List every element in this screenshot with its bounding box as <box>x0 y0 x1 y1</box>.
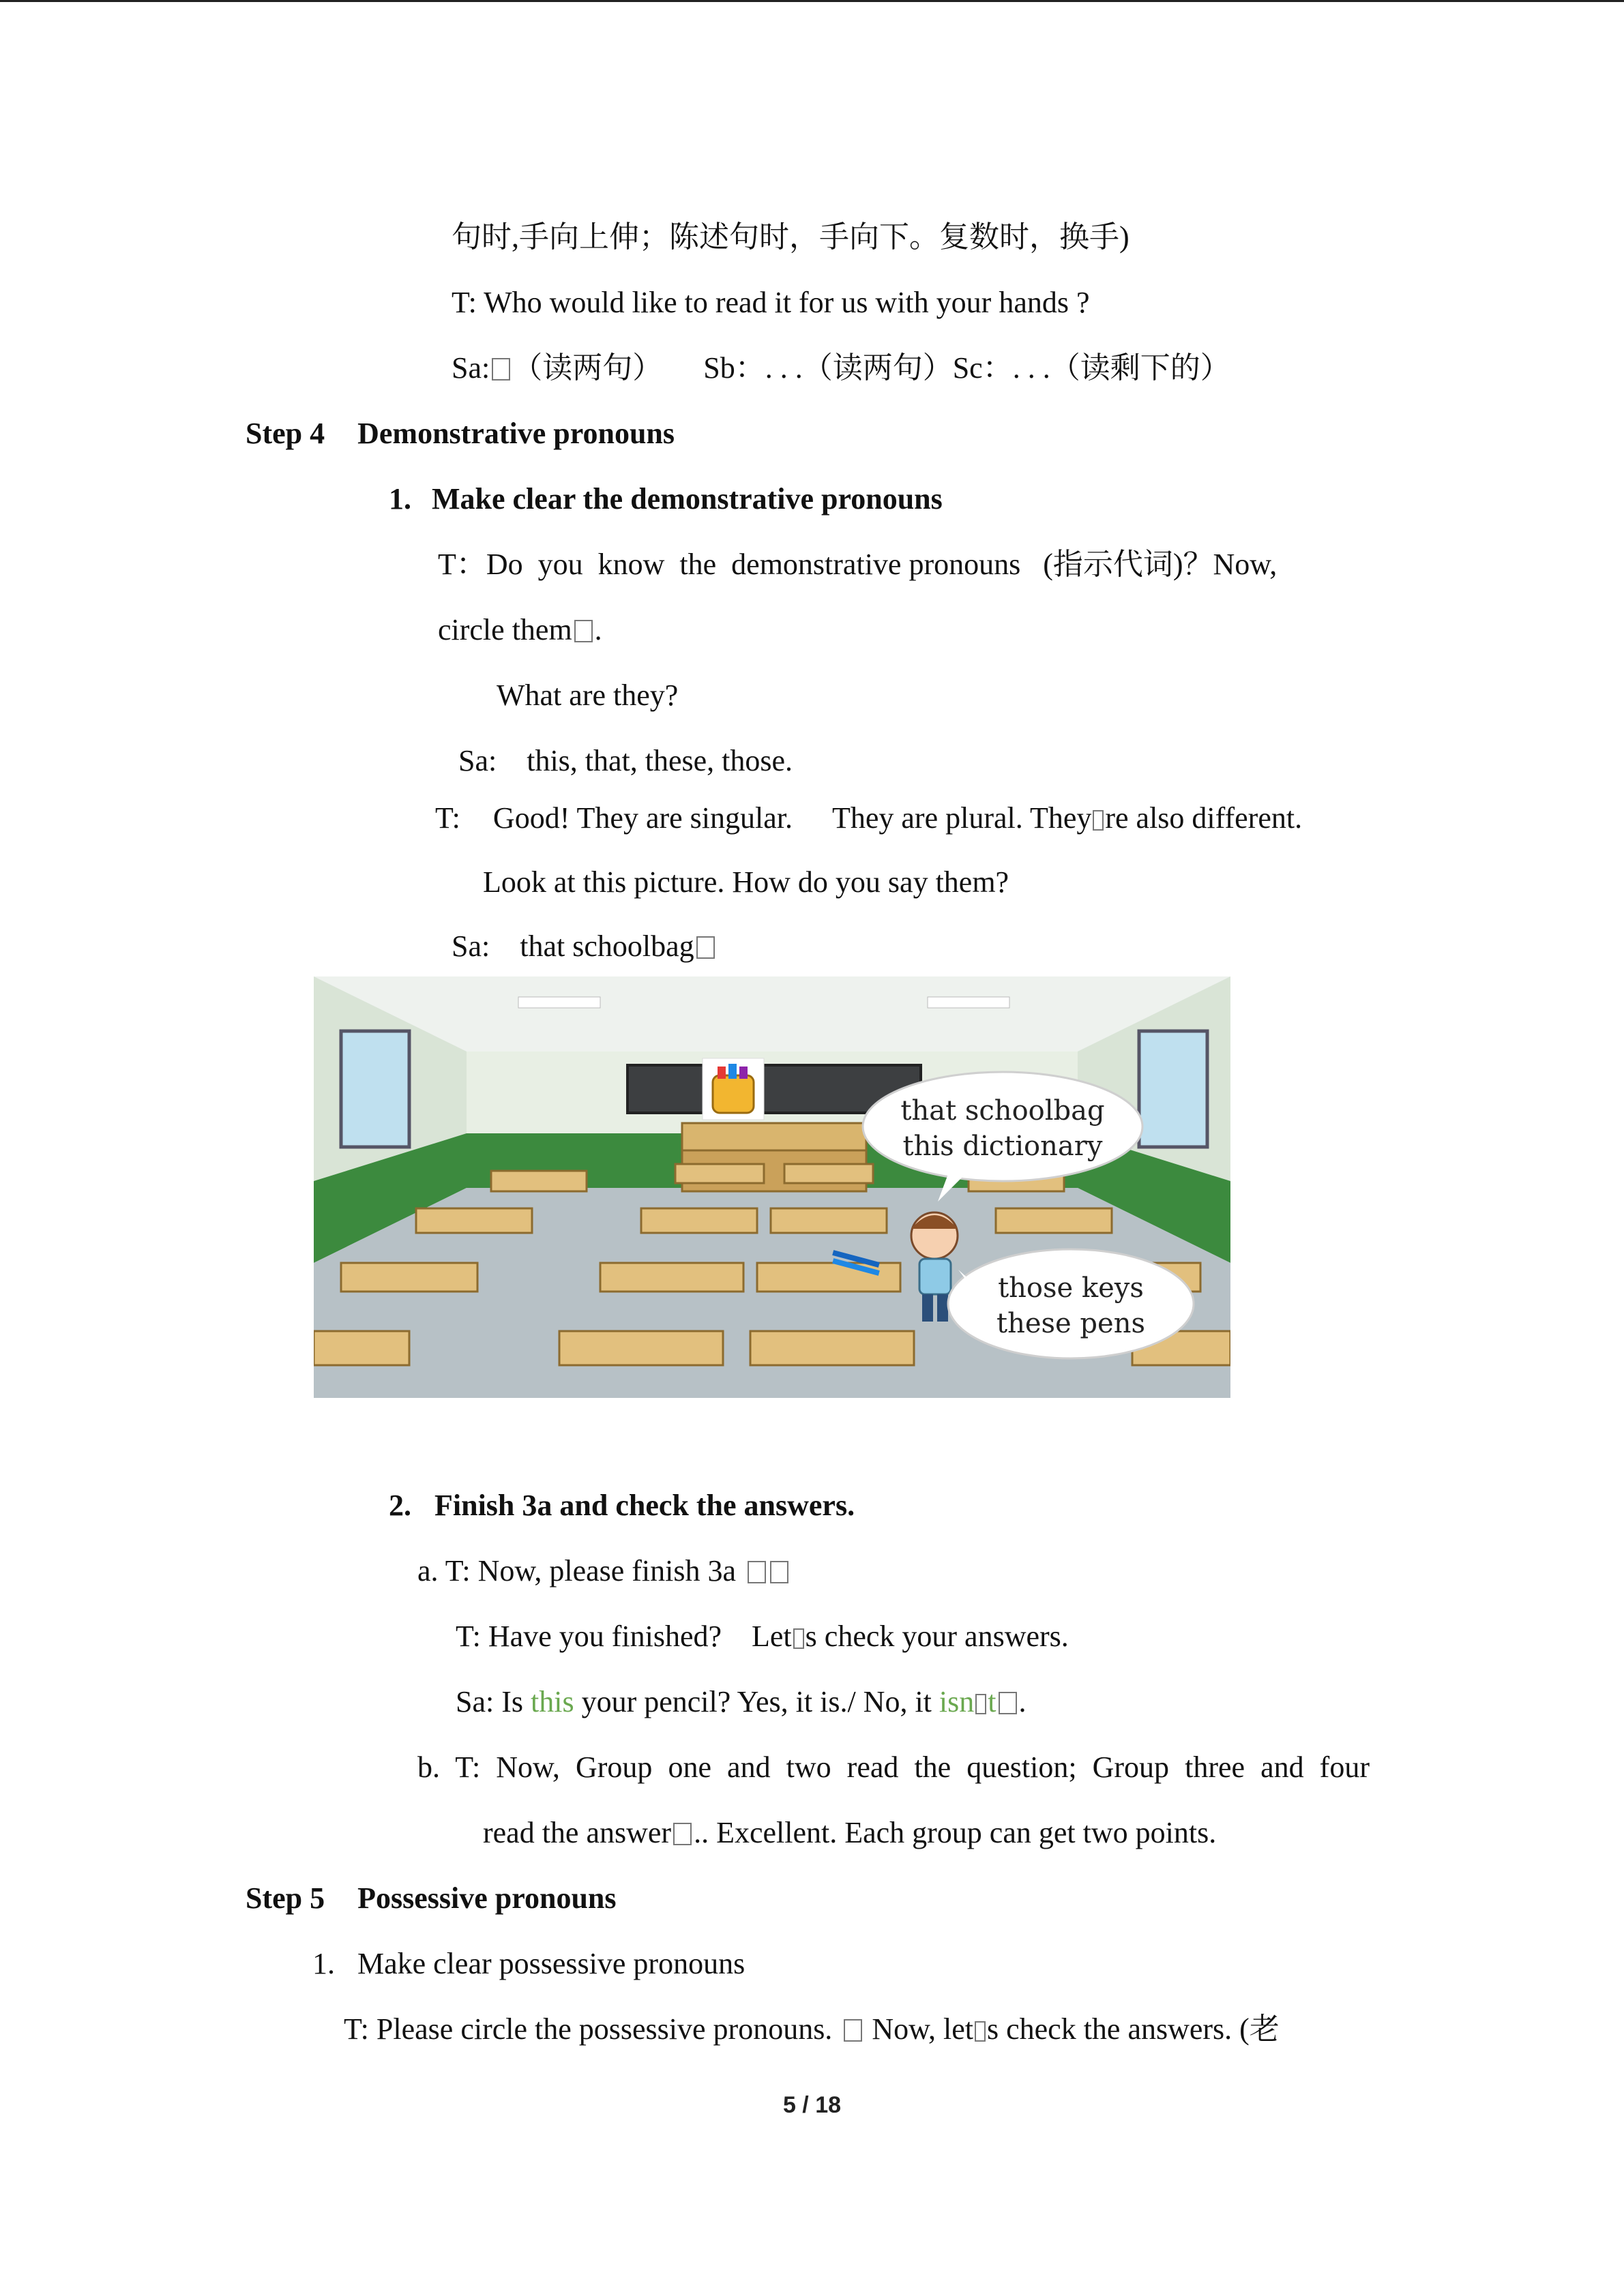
text-line-sa-schoolbag <box>452 927 717 966</box>
missing-glyph-box <box>696 936 715 959</box>
step4-title: Demonstrative pronouns <box>357 417 675 450</box>
sa-is-middle: your pencil? Yes, it is./ No, it <box>574 1685 939 1718</box>
boy-leg <box>922 1294 933 1322</box>
finished-text-a: T: Have you finished? Let <box>456 1620 792 1653</box>
ceiling-light <box>928 997 1009 1008</box>
highlight-isnt-b: t <box>988 1685 996 1718</box>
speech-bubble-bottom <box>948 1249 1194 1358</box>
classroom-illustration <box>314 976 1230 1398</box>
text-line-teacher-question: T: Who would like to read it for us with your hands ? <box>452 286 1090 319</box>
highlight-this: this <box>531 1685 574 1718</box>
text-line-have-you-finished <box>456 1617 1069 1656</box>
missing-glyph-box <box>844 2019 862 2042</box>
sb-sc-text: Sb：. . .（读两句）Sc：. . .（读剩下的） <box>703 351 1230 385</box>
different-text: re also different. <box>1105 801 1303 835</box>
item2-title: Finish 3a and check the answers. <box>434 1489 855 1522</box>
check-answers-text: s check the answers. (老 <box>986 2012 1280 2046</box>
bubble-text-those-keys: those keys <box>998 1272 1144 1304</box>
item1-number: 1. <box>389 482 411 516</box>
circle-them-text: circle them <box>438 613 572 646</box>
boy-shirt <box>919 1259 951 1294</box>
sa-is-text: Sa: Is <box>456 1685 531 1718</box>
text-line-cn-gesture: 句时,手向上伸；陈述句时，手向下。复数时，换手) <box>452 220 1130 254</box>
highlight-isnt-a: isn <box>939 1685 975 1718</box>
text-line-students-read <box>452 349 1230 387</box>
book <box>718 1067 726 1079</box>
ceiling <box>314 976 1230 1052</box>
page-top-border <box>0 0 1624 2</box>
excellent-text: .. Excellent. Each group can get two points. <box>694 1816 1217 1849</box>
plural-text: They are plural. They <box>832 801 1092 835</box>
missing-glyph-box <box>770 1561 788 1583</box>
text-line-look-picture: Look at this picture. How do you say them? <box>483 865 1009 899</box>
text-line-circle-them <box>438 611 602 649</box>
text-line-sa-this: Sa: this, that, these, those. <box>458 744 793 777</box>
step5-title: Possessive pronouns <box>357 1881 617 1915</box>
left-window <box>341 1031 409 1147</box>
missing-glyph-box <box>673 1823 692 1845</box>
bubble-text-these-pens: these pens <box>996 1308 1145 1339</box>
circle-possessive-text: T: Please circle the possessive pronouns. <box>344 2012 833 2046</box>
sa-rest: （读两句） <box>512 351 663 385</box>
item1-title: Make clear the demonstrative pronouns <box>432 482 943 516</box>
speech-bubble-top <box>863 1072 1142 1181</box>
page-number: 5 / 18 <box>782 2092 842 2118</box>
book <box>728 1064 737 1079</box>
step5-label: Step 5 <box>246 1881 325 1915</box>
missing-glyph-box <box>999 1692 1017 1714</box>
read-answer-text: read the answer <box>483 1816 672 1849</box>
period: . <box>594 613 602 646</box>
ceiling-light <box>518 997 600 1008</box>
finished-text-b: s check your answers. <box>805 1620 1069 1653</box>
t-label: T: <box>435 801 460 835</box>
bubble-text-this-dictionary: this dictionary <box>902 1131 1103 1162</box>
step4-heading <box>246 415 675 453</box>
book <box>739 1067 748 1079</box>
step4-label: Step 4 <box>246 417 325 450</box>
singular-text: Good! They are singular. <box>492 801 793 835</box>
item2-heading <box>389 1487 855 1525</box>
teacher-desk <box>682 1123 866 1150</box>
item1-heading <box>389 480 943 518</box>
text-line-what-are-they: What are they? <box>497 679 679 712</box>
text-line-finish-3a <box>417 1552 791 1590</box>
text-line-good-singular <box>435 799 1302 837</box>
missing-glyph-box <box>748 1561 766 1583</box>
missing-glyph-box <box>492 358 510 381</box>
bubble-text-that-schoolbag: that schoolbag <box>900 1095 1105 1127</box>
missing-glyph-box <box>574 620 593 642</box>
missing-glyph-box <box>793 1628 804 1649</box>
finish-3a-text: a. T: Now, please finish 3a <box>417 1554 737 1587</box>
text-line-group-read: b. T: Now, Group one and two read the question; Group three and four <box>417 1750 1370 1784</box>
missing-glyph-box <box>975 2021 986 2042</box>
missing-glyph-box <box>975 1694 986 1714</box>
text-line-is-this-your-pencil <box>456 1683 1027 1721</box>
text-line-make-clear-possessive: 1. Make clear possessive pronouns <box>312 1947 745 1980</box>
now-lets-text: Now, let <box>864 2012 973 2046</box>
text-line-do-you-know: T：Do you know the demonstrative pronouns (指示代词)？Now, <box>438 548 1278 581</box>
text-line-read-answer <box>483 1814 1216 1852</box>
boy-leg <box>937 1294 948 1322</box>
right-window <box>1139 1031 1207 1147</box>
period: . <box>1018 1685 1027 1718</box>
sa-label: Sa: <box>452 351 490 385</box>
step5-heading <box>246 1879 617 1918</box>
schoolbag-body <box>713 1075 754 1113</box>
item2-number: 2. <box>389 1489 411 1522</box>
missing-glyph-box <box>1093 810 1104 831</box>
text-line-circle-possessive <box>344 2010 1280 2048</box>
sa-schoolbag-text: Sa: that schoolbag <box>452 929 694 963</box>
